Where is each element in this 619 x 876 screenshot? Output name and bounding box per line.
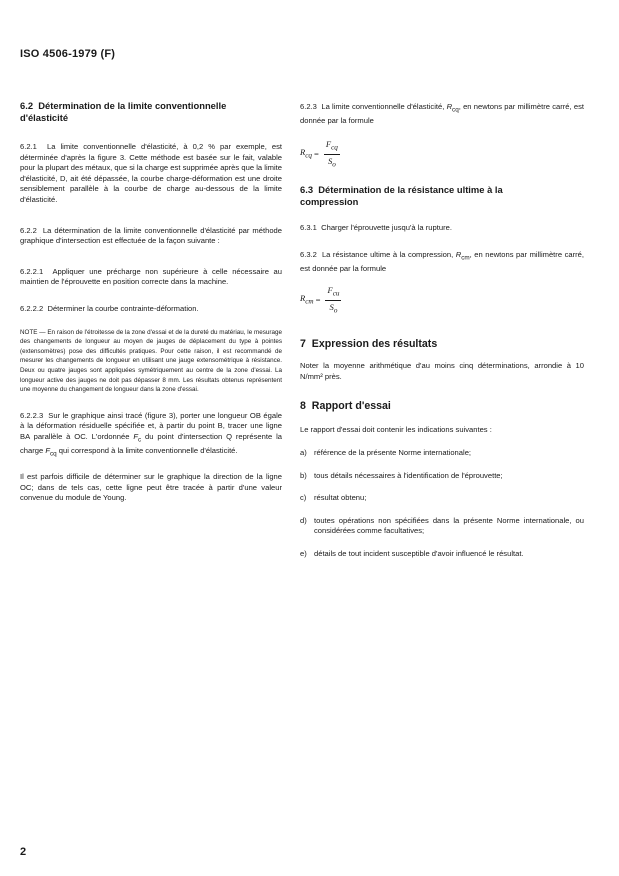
list-label: c) bbox=[300, 493, 307, 503]
clause-number: 6.2.2.1 bbox=[20, 266, 44, 276]
clause-text: La détermination de la limite conventionnelle d'élasticité par méthode graphique d'intersection est effectuée de la façon suivante : bbox=[20, 225, 282, 246]
paragraph-6-2-3 bbox=[300, 102, 584, 127]
paragraph-7: Noter la moyenne arithmétique d'au moins cinq déterminations, arrondie à 10 N/mm² près. bbox=[300, 361, 584, 381]
denominator: $S_o$ bbox=[329, 301, 338, 315]
list-text: tous détails nécessaires à l'identification de l'éprouvette; bbox=[314, 470, 503, 480]
list-item bbox=[300, 493, 584, 504]
clause-number: 6.3.2 bbox=[300, 249, 317, 259]
section-7-heading bbox=[300, 338, 584, 351]
section-6-3-heading bbox=[300, 184, 584, 208]
clause-text: , en newtons par millimètre carré, est donnée par la formule bbox=[300, 249, 584, 274]
heading-line-2: d'élasticité bbox=[20, 112, 69, 123]
clause-number: 6.2.3 bbox=[300, 102, 317, 111]
section-number: 7 bbox=[300, 338, 306, 351]
fraction bbox=[324, 139, 340, 171]
variable-r: R bbox=[455, 249, 462, 259]
list-label: a) bbox=[300, 448, 307, 458]
list-label: e) bbox=[300, 549, 307, 558]
left-column bbox=[20, 100, 282, 504]
variable-r: R bbox=[446, 102, 453, 111]
section-title: Expression des résultats bbox=[311, 338, 438, 351]
paragraph-6-3-1 bbox=[300, 223, 584, 234]
formula-lhs: $R_{cm}$ bbox=[300, 293, 314, 306]
right-column bbox=[300, 102, 584, 560]
list-item bbox=[300, 516, 584, 537]
note: NOTE — En raison de l'étroitesse de la zone d'essai et de la dureté du matériau, le mesurage des changements de longueur au moyen de jauges de déplacement du type à pointes (extensomètres) pose des difficultés pratiques. Pour cette raison, il est recommandé de mesurer les changements de longueur en utilisant une jauge extensométrique à résistance. Deux ou quatre jauges sont appliquées symétriquement au centre de la zone d'essai. La longueur active des jauges ne doit pas dépasser 8 mm. Les résultats obtenus représentent une moyenne du changement de longueur dans la zone d'essai. bbox=[20, 328, 282, 394]
report-items-list bbox=[300, 448, 584, 560]
clause-text: du point d'intersection Q représente la charge bbox=[20, 431, 282, 455]
list-item bbox=[300, 448, 584, 459]
paragraph-6-2-2-3 bbox=[20, 411, 282, 460]
clause-text: qui correspond à la limite conventionnelle d'élasticité. bbox=[56, 445, 238, 455]
clause-number: 6.2.2.2 bbox=[20, 303, 44, 313]
standard-identifier: ISO 4506-1979 (F) bbox=[20, 48, 116, 60]
page-number: 2 bbox=[20, 846, 27, 858]
variable-subscript: cm bbox=[461, 254, 470, 262]
clause-text: Sur le graphique ainsi tracé (figure 3), porter une longueur OB égale à la déformation résiduelle spécifiée et, à partir du point B, tracer une ligne BA parallèle à OC. L'ordonnée bbox=[20, 410, 282, 441]
formula-rcm bbox=[300, 285, 584, 317]
variable-f: F bbox=[133, 431, 138, 441]
paragraph-6-2-2-2 bbox=[20, 304, 282, 315]
clause-number: 6.3.1 bbox=[300, 223, 317, 233]
clause-text: , en newtons par millimètre carré, est donnée par la formule bbox=[300, 102, 584, 126]
paragraph-6-2-2 bbox=[20, 226, 282, 247]
heading-line-2: compression bbox=[300, 196, 359, 208]
numerator: $F_{cu}$ bbox=[325, 285, 341, 301]
clause-text: Appliquer une précharge non supérieure à celle nécessaire au maintien de l'éprouvette en position correcte dans la machine. bbox=[20, 266, 282, 287]
clause-text: La résistance ultime à la compression, bbox=[321, 249, 456, 259]
equals-sign: = bbox=[314, 149, 319, 160]
clause-text: La limite conventionnelle d'élasticité, bbox=[321, 102, 447, 111]
variable-subscript: c bbox=[137, 436, 142, 444]
section-title: Rapport d'essai bbox=[311, 400, 391, 413]
list-item bbox=[300, 471, 584, 482]
paragraph-oc-line: Il est parfois difficile de déterminer sur le graphique la direction de la ligne OC; dans de tels cas, cette ligne peut être tracée à partir d'une valeur convenue du module de Young. bbox=[20, 472, 282, 503]
list-label: b) bbox=[300, 470, 307, 480]
section-number: 6.2 bbox=[20, 100, 34, 111]
list-text: référence de la présente Norme internationale; bbox=[314, 448, 472, 458]
list-text: résultat obtenu; bbox=[314, 493, 367, 503]
section-6-2-heading bbox=[20, 100, 282, 124]
list-text: toutes opérations non spécifiées dans la présente Norme internationale, ou considérées comme facultatives; bbox=[314, 515, 584, 536]
list-label: d) bbox=[300, 515, 307, 525]
clause-number: 6.2.2 bbox=[20, 225, 37, 235]
paragraph-6-2-1 bbox=[20, 142, 282, 206]
formula-lhs: $R_{cq}$ bbox=[300, 147, 313, 161]
list-text: détails de tout incident susceptible d'avoir influencé le résultat. bbox=[314, 549, 524, 558]
paragraph-6-3-2 bbox=[300, 250, 584, 275]
numerator: $F_{cq}$ bbox=[324, 139, 340, 155]
clause-text: Déterminer la courbe contrainte-déformation. bbox=[47, 303, 199, 313]
variable-subscript: cq bbox=[452, 106, 459, 114]
paragraph-8-intro: Le rapport d'essai doit contenir les indications suivantes : bbox=[300, 425, 492, 435]
heading-line-1: Détermination de la limite conventionnelle bbox=[38, 100, 227, 111]
paragraph-6-2-2-1 bbox=[20, 267, 282, 288]
clause-text: La limite conventionnelle d'élasticité, à 0,2 % par exemple, est déterminée d'après la figure 3. Cette méthode est basée sur le fait, valable pour la plupart des métaux, que si la charge est supprimée après que la limite d'élasticité, D, ait été dépassée, la courbe charge-déformation est une droite sensiblement parallèle à la courbe de charge au-dessous de la limite d'élasticité. bbox=[20, 142, 282, 204]
heading-line-1: Détermination de la résistance ultime à la bbox=[318, 184, 503, 196]
clause-number: 6.2.2.3 bbox=[20, 410, 44, 420]
fraction bbox=[325, 285, 341, 317]
section-number: 8 bbox=[300, 400, 306, 413]
equals-sign: = bbox=[315, 295, 321, 306]
formula-rcq bbox=[300, 139, 584, 171]
denominator: $S_o$ bbox=[327, 156, 336, 169]
list-item bbox=[300, 549, 584, 560]
variable-subscript: cq bbox=[49, 450, 57, 458]
variable-f: F bbox=[45, 445, 50, 455]
clause-text: Charger l'éprouvette jusqu'à la rupture. bbox=[321, 223, 452, 233]
clause-number: 6.2.1 bbox=[20, 142, 37, 151]
section-8-heading bbox=[300, 400, 584, 413]
section-number: 6.3 bbox=[300, 184, 314, 196]
